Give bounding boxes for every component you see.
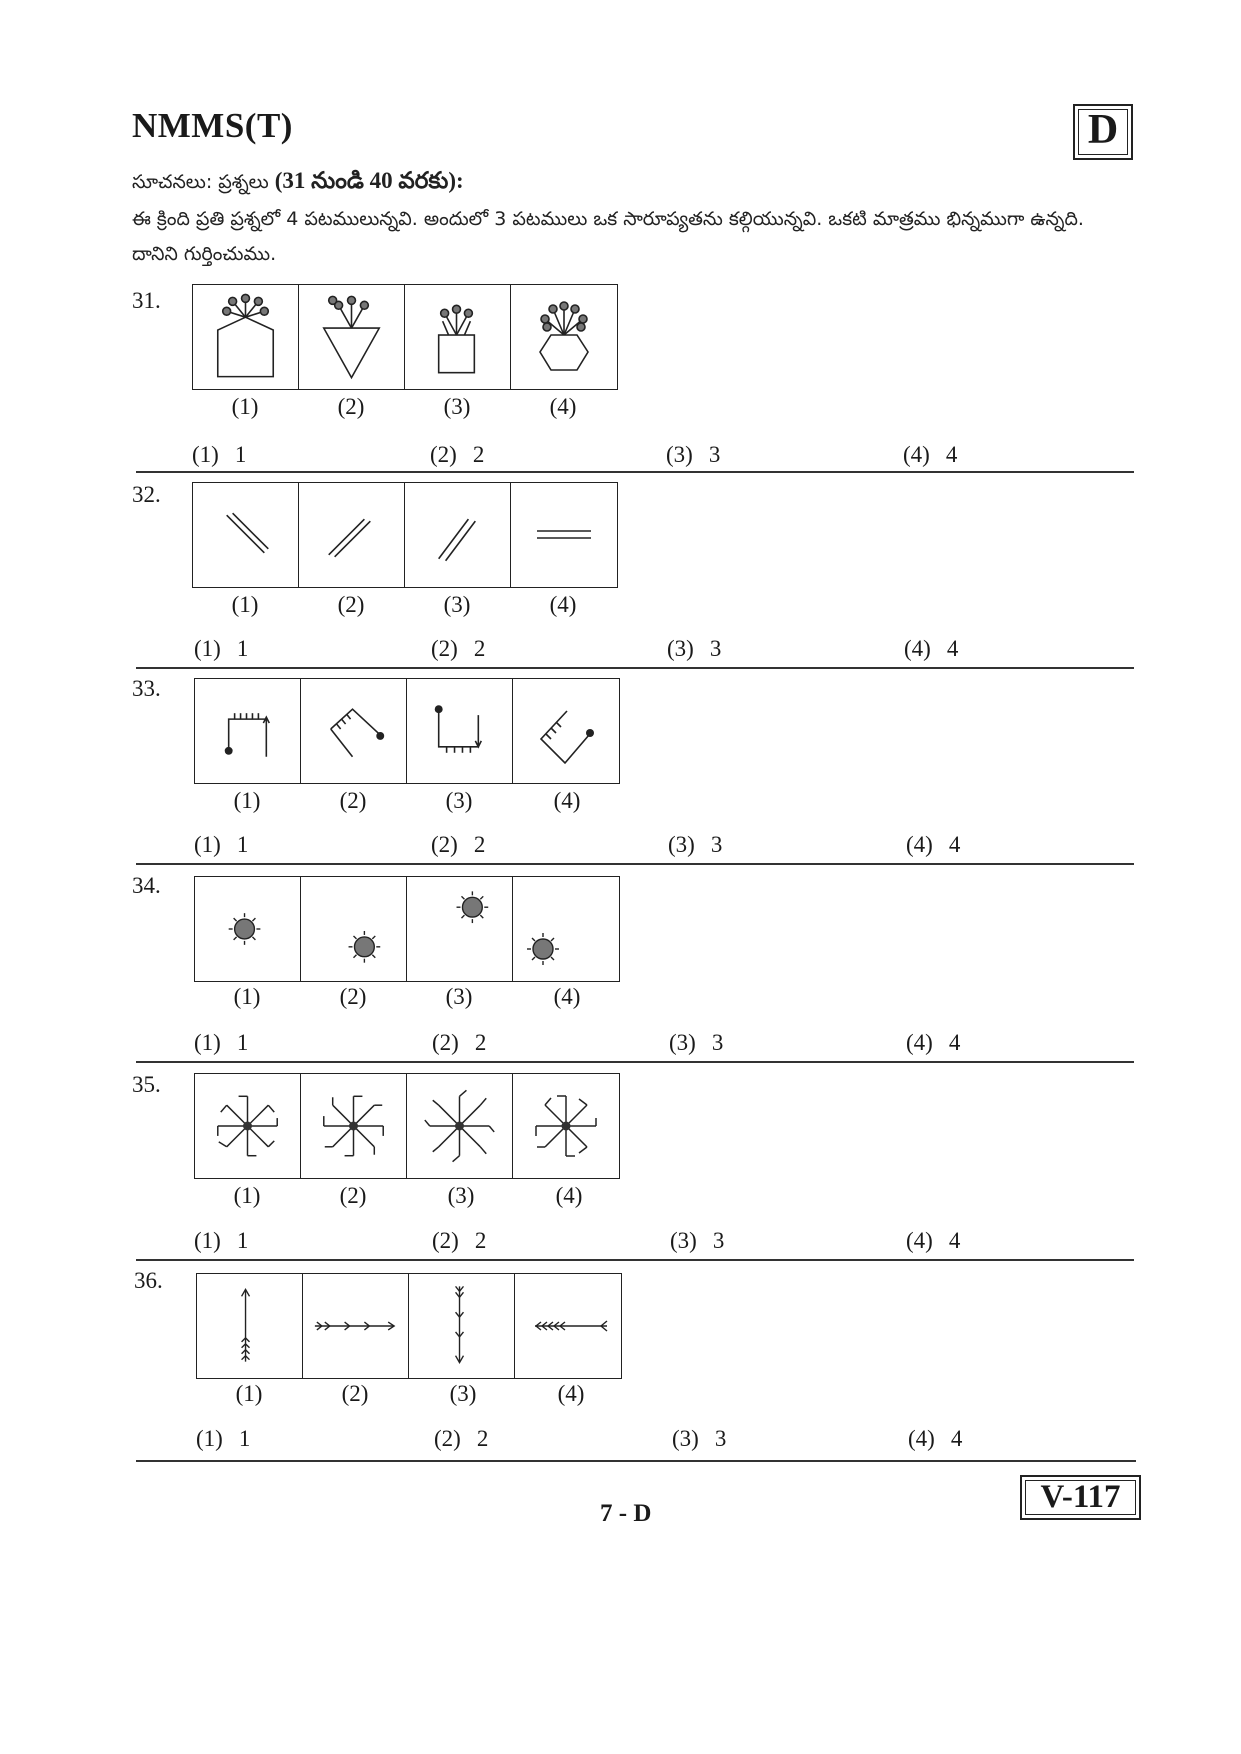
answer-option[interactable]: (4) 4	[906, 832, 961, 857]
arrow-down-feathered-icon[interactable]	[409, 1274, 515, 1378]
figure-row	[194, 876, 620, 982]
figure-label: (4)	[549, 592, 577, 617]
figure-label: (4)	[553, 788, 581, 813]
star-hooks-icon[interactable]	[301, 1074, 407, 1178]
page-title: NMMS(T)	[132, 106, 293, 145]
figure-label: (1)	[231, 592, 259, 617]
question-number: 35.	[132, 1072, 161, 1097]
flower-square-vase-icon[interactable]	[405, 285, 511, 389]
answer-option[interactable]: (4) 4	[906, 1228, 961, 1253]
answer-option[interactable]: (3) 3	[670, 1228, 725, 1253]
divider	[136, 1259, 1134, 1261]
answer-option[interactable]: (2) 2	[431, 636, 486, 661]
figure-label: (2)	[337, 592, 365, 617]
figure-label: (3)	[449, 1381, 477, 1406]
answer-option[interactable]: (3) 3	[669, 1030, 724, 1055]
star-hooks-icon[interactable]	[407, 1074, 513, 1178]
figure-label: (3)	[447, 1183, 475, 1208]
arrow-right-feathered-icon[interactable]	[303, 1274, 409, 1378]
figure-row	[194, 678, 620, 784]
backslash-double-line-icon[interactable]	[193, 483, 299, 587]
answer-option[interactable]: (4) 4	[903, 442, 958, 467]
page-number: 7 - D	[600, 1500, 652, 1527]
figure-label: (3)	[445, 984, 473, 1009]
figure-label: (3)	[443, 592, 471, 617]
answer-option[interactable]: (3) 3	[672, 1426, 727, 1451]
figure-label: (3)	[445, 788, 473, 813]
divider	[136, 1460, 1136, 1462]
instructions-prefix: సూచనలు: ప్రశ్నలు	[132, 171, 269, 193]
figure-label: (3)	[443, 394, 471, 419]
figure-label: (1)	[235, 1381, 263, 1406]
hook-down-icon[interactable]	[407, 679, 513, 783]
divider	[136, 667, 1134, 669]
sun-bottom-left-icon[interactable]	[513, 877, 619, 981]
slash-double-line-icon[interactable]	[299, 483, 405, 587]
hook-up-icon[interactable]	[195, 679, 301, 783]
answer-option[interactable]: (4) 4	[904, 636, 959, 661]
figure-label: (2)	[339, 1183, 367, 1208]
question-number: 33.	[132, 676, 161, 701]
arrow-up-feathered-icon[interactable]	[197, 1274, 303, 1378]
sun-top-left-icon[interactable]	[195, 877, 301, 981]
figure-label: (1)	[231, 394, 259, 419]
answer-option[interactable]: (1) 1	[194, 636, 249, 661]
answer-option[interactable]: (1) 1	[194, 1228, 249, 1253]
divider	[136, 1061, 1134, 1063]
divider	[136, 471, 1134, 473]
paper-code-badge: V-117	[1020, 1475, 1141, 1520]
answer-option[interactable]: (2) 2	[431, 832, 486, 857]
slash-double-line-steep-icon[interactable]	[405, 483, 511, 587]
answer-option[interactable]: (3) 3	[668, 832, 723, 857]
arrow-left-feathered-icon[interactable]	[515, 1274, 621, 1378]
figure-label: (1)	[233, 788, 261, 813]
answer-option[interactable]: (1) 1	[194, 832, 249, 857]
figure-row	[194, 1073, 620, 1179]
set-code-badge: D	[1073, 104, 1133, 160]
answer-option[interactable]: (1) 1	[194, 1030, 249, 1055]
answer-option[interactable]: (2) 2	[432, 1228, 487, 1253]
question-number: 34.	[132, 873, 161, 898]
figure-label: (4)	[557, 1381, 585, 1406]
answer-option[interactable]: (2) 2	[432, 1030, 487, 1055]
horizontal-double-line-icon[interactable]	[511, 483, 617, 587]
answer-option[interactable]: (3) 3	[667, 636, 722, 661]
instructions-heading	[132, 168, 1132, 200]
question-number: 31.	[132, 288, 161, 313]
figure-row	[196, 1273, 622, 1379]
answer-option[interactable]: (2) 2	[430, 442, 485, 467]
figure-label: (4)	[553, 984, 581, 1009]
hook-rotated-alt-icon[interactable]	[513, 679, 619, 783]
hook-rotated-icon[interactable]	[301, 679, 407, 783]
figure-label: (2)	[341, 1381, 369, 1406]
divider	[136, 863, 1134, 865]
sun-bottom-center-icon[interactable]	[301, 877, 407, 981]
star-hooks-icon[interactable]	[195, 1074, 301, 1178]
answer-option[interactable]: (1) 1	[192, 442, 247, 467]
star-hooks-icon[interactable]	[513, 1074, 619, 1178]
answer-option[interactable]: (3) 3	[666, 442, 721, 467]
instructions-body: ఈ క్రింది ప్రతి ప్రశ్నలో 4 పటములున్నవి. అందులో 3 పటములు ఒక సారూప్యతను కల్గియున్నవి. ఒకటి మాత్రము భిన్నముగా ఉన్నది. దానిని గుర్తించుము.	[132, 208, 1084, 265]
answer-option[interactable]: (4) 4	[906, 1030, 961, 1055]
figure-label: (1)	[233, 1183, 261, 1208]
figure-label: (4)	[549, 394, 577, 419]
answer-option[interactable]: (2) 2	[434, 1426, 489, 1451]
figure-label: (2)	[339, 788, 367, 813]
flower-triangle-vase-icon[interactable]	[299, 285, 405, 389]
question-number: 32.	[132, 482, 161, 507]
instructions-range: (31 నుండి 40 వరకు):	[274, 168, 464, 193]
sun-top-center-icon[interactable]	[407, 877, 513, 981]
figure-row	[192, 482, 618, 588]
answer-option[interactable]: (1) 1	[196, 1426, 251, 1451]
figure-label: (4)	[555, 1183, 583, 1208]
answer-option[interactable]: (4) 4	[908, 1426, 963, 1451]
flower-pentagon-vase-icon[interactable]	[193, 285, 299, 389]
figure-row	[192, 284, 618, 390]
figure-label: (2)	[337, 394, 365, 419]
question-number: 36.	[134, 1268, 163, 1293]
flower-hexagon-vase-icon[interactable]	[511, 285, 617, 389]
figure-label: (1)	[233, 984, 261, 1009]
figure-label: (2)	[339, 984, 367, 1009]
